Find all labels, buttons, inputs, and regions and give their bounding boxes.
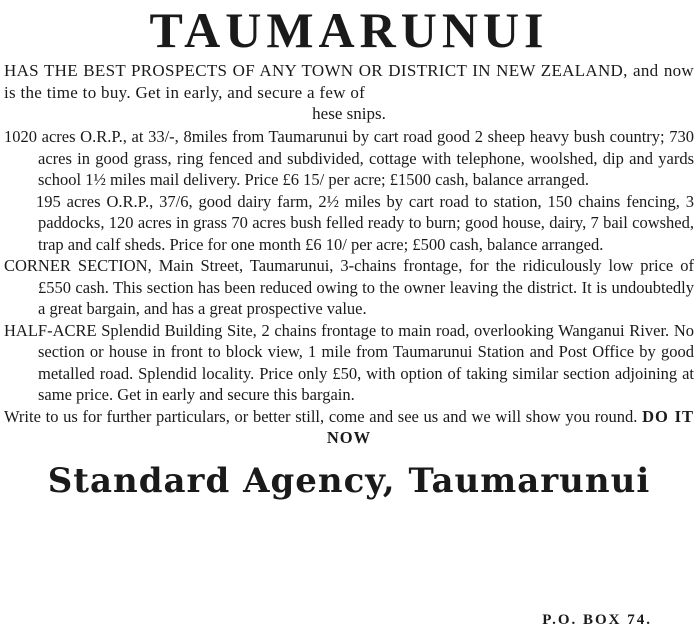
listing-195-acres: 195 acres O.R.P., 37/6, good dairy farm, 2½ miles by cart road to station, 150 chains fencing, 3 paddocks, 120 acres in grass 70 acres bush felled ready to burn; good house, dairy, 7 bail cowshed, trap and calf sheds. Price for one month £6 10/ per acre; £500 cash, balance arranged. [36,191,694,254]
closing-text: Write to us for further particulars, or better still, come and see us and we will show you round. [4,406,638,426]
listing-corner-section: CORNER SECTION, Main Street, Taumarunui, 3-chains frontage, for the ridiculously low price of £550 cash. This section has been reduced owing to the owner leaving the district. It is undoubtedly a great bargain, and has a great prospective value. [4,256,694,318]
closing-paragraph [4,406,694,449]
listing-1020-acres: 1020 acres O.R.P., at 33/-, 8miles from Taumarunui by cart road good 2 sheep heavy bush country; 730 acres in good grass, ring fenced and subdivided, cottage with telephone, woolshed, dip and yards school 1½ miles mail delivery. Price £6 15/ per acre; £1500 cash, balance arranged. [4,127,694,189]
listing-half-acre: HALF-ACRE Splendid Building Site, 2 chains frontage to main road, overlooking Wanganui River. No section or house in front to block view, 1 mile from Taumarunui Station and Post Office by good metalled road. Splendid locality. Price only £50, with option of taking similar section adjoining at same price. Get in early and secure this bargain. [4,320,694,404]
po-box: P.O. BOX 74. [542,612,652,628]
headline: TAUMARUNUI [149,2,549,58]
intro-text: HAS THE BEST PROSPECTS OF ANY TOWN OR DISTRICT IN NEW ZEALAND, and now is the time to buy. Get in early, and secure a few of [4,61,694,102]
intro-tail: hese snips. [312,104,386,123]
agency-signature: Standard Agency, Taumarunui [47,460,651,501]
do-it-now: DO IT NOW [326,406,695,447]
